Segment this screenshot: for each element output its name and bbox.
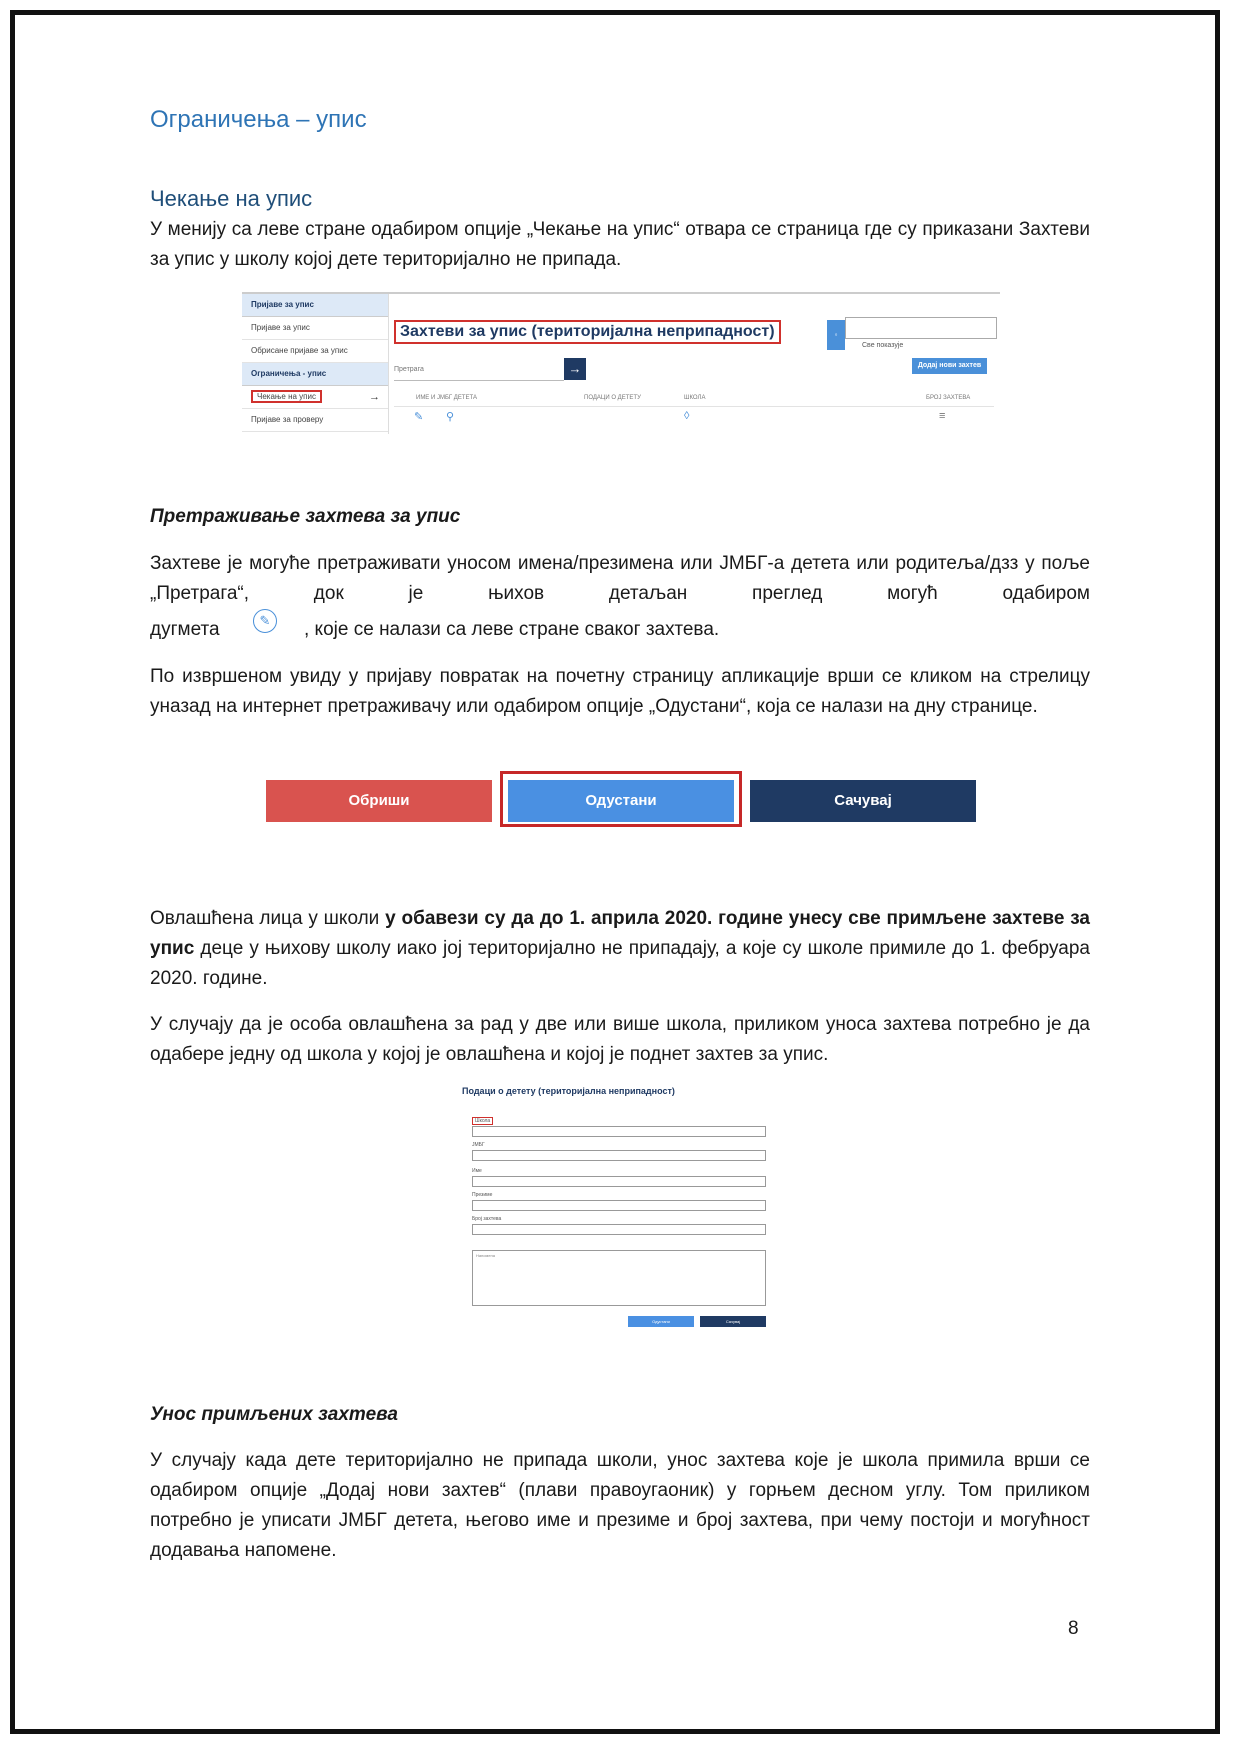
school-field[interactable] xyxy=(472,1126,766,1137)
cancel-button[interactable]: Одустани xyxy=(508,780,734,822)
field-label-name: Име xyxy=(472,1168,482,1174)
toggle-icon[interactable]: ◦ xyxy=(827,320,845,350)
menu-icon[interactable]: ≡ xyxy=(939,410,946,422)
screenshot-waiting-list xyxy=(242,292,1000,436)
table-header xyxy=(394,392,994,407)
col-school: ШКОЛА xyxy=(684,395,706,401)
search-arrow-icon[interactable]: → xyxy=(564,358,586,380)
add-request-button[interactable]: Додај нови захтев xyxy=(912,358,987,374)
subheading-search: Претраживање захтева за упис xyxy=(150,506,461,527)
sidebar-section-applications: Пријаве за упис xyxy=(242,294,388,317)
note-placeholder: Напомена xyxy=(476,1253,495,1258)
person-icon: ⚲ xyxy=(446,411,455,423)
page-number: 8 xyxy=(1068,1618,1079,1639)
deadline-paragraph xyxy=(150,904,1090,994)
col-child-data: ПОДАЦИ О ДЕТЕТУ xyxy=(584,395,641,401)
edit-icon: ✎ xyxy=(253,609,277,633)
screenshot-page-title: Захтеви за упис (територијална неприпадност) xyxy=(394,320,781,344)
show-all-label: Све показује xyxy=(862,342,904,349)
search-paragraph-line2: , које се налази са леве стране сваког захтева. xyxy=(304,619,720,640)
col-request-number: БРОЈ ЗАХТЕВА xyxy=(926,395,971,401)
form-cancel-button[interactable]: Одустани xyxy=(628,1316,694,1327)
surname-field[interactable] xyxy=(472,1200,766,1211)
search-input[interactable]: Претрага xyxy=(394,360,564,381)
form-save-button[interactable]: Сачувај xyxy=(700,1316,766,1327)
intro-paragraph: У менију са леве стране одабиром опције „Чекање на упис“ отвара се страница где су приказани Захтеви за упис у школу којој дете територијално не припада. xyxy=(150,219,1090,270)
deadline-text-bold: у обавези су да до 1. априла 2020. године унесу све примљене захтеве за упис xyxy=(150,908,1090,959)
sidebar-section-restrictions: Ограничења - упис xyxy=(242,363,388,386)
field-label-request-number: Број захтева xyxy=(472,1216,502,1222)
section-title: Чекање на упис xyxy=(150,186,313,211)
search-paragraph-line1: Захтеве је могуће претраживати уносом имена/презимена или ЈМБГ-а детета или родитеља/дзз у поље „Претрага“, док је њихов детаљан преглед могућ одабиром xyxy=(150,553,1090,604)
screenshot-child-form xyxy=(462,1086,772,1336)
field-label-school: Школа xyxy=(472,1117,493,1125)
field-label-surname: Презиме xyxy=(472,1192,493,1198)
arrow-right-icon: → xyxy=(369,391,380,403)
sidebar-item-check[interactable]: Пријаве за проверу xyxy=(242,409,388,432)
entry-paragraph: У случају када дете територијално не припада школи, унос захтева које је школа примила врши се одабиром опције „Додај нови захтев“ (плави правоугаоник) у горњем десном углу. Том приликом потребно је уписати ЈМБГ детета, његово име и презиме и број захтева, при чему постоји и могућност додавања напомене. xyxy=(150,1450,1090,1561)
cancel-highlight xyxy=(500,771,742,827)
request-number-field[interactable] xyxy=(472,1224,766,1235)
deadline-text-start: Овлашћена лица у школи xyxy=(150,908,386,929)
save-button[interactable]: Сачувај xyxy=(750,780,976,822)
sidebar-item-waiting[interactable] xyxy=(242,386,388,409)
table-row xyxy=(394,410,994,428)
deadline-text-end: деце у њихову школу иако јој територијално не припадају, а које су школе примиле до 1. фебруара 2020. године. xyxy=(150,938,1090,989)
field-label-jmbg: ЈМБГ xyxy=(472,1142,485,1148)
pin-icon: ◊ xyxy=(684,410,690,422)
sidebar-menu xyxy=(242,294,389,434)
sidebar-item-deleted[interactable]: Обрисане пријаве за упис xyxy=(242,340,388,363)
name-field[interactable] xyxy=(472,1176,766,1187)
search-paragraph-button-label: дугмета xyxy=(150,619,220,640)
col-name: ИМЕ И ЈМБГ ДЕТЕТА xyxy=(416,395,478,401)
subheading-entry: Унос примљених захтева xyxy=(150,1404,398,1425)
edit-icon[interactable]: ✎ xyxy=(414,411,424,423)
page-heading: Ограничења – упис xyxy=(150,106,367,133)
delete-button[interactable]: Обриши xyxy=(266,780,492,822)
note-field[interactable] xyxy=(472,1250,766,1306)
filter-input[interactable] xyxy=(845,317,997,339)
return-paragraph: По извршеном увиду у пријаву повратак на почетну страницу апликације врши се кликом на стрелицу уназад на интернет претраживачу или одабиром опције „Одустани“, која се налази на дну странице. xyxy=(150,666,1090,717)
multi-school-paragraph: У случају да је особа овлашћена за рад у две или више школа, приликом уноса захтева потребно је да одабере једну од школа у којој је овлашћена и којој је поднет захтев за упис. xyxy=(150,1014,1090,1065)
jmbg-field[interactable] xyxy=(472,1150,766,1161)
sidebar-item-applications[interactable]: Пријаве за упис xyxy=(242,317,388,340)
sidebar-item-waiting-label: Чекање на упис xyxy=(251,390,322,403)
form-title: Подаци о детету (територијална неприпадност) xyxy=(462,1086,675,1096)
